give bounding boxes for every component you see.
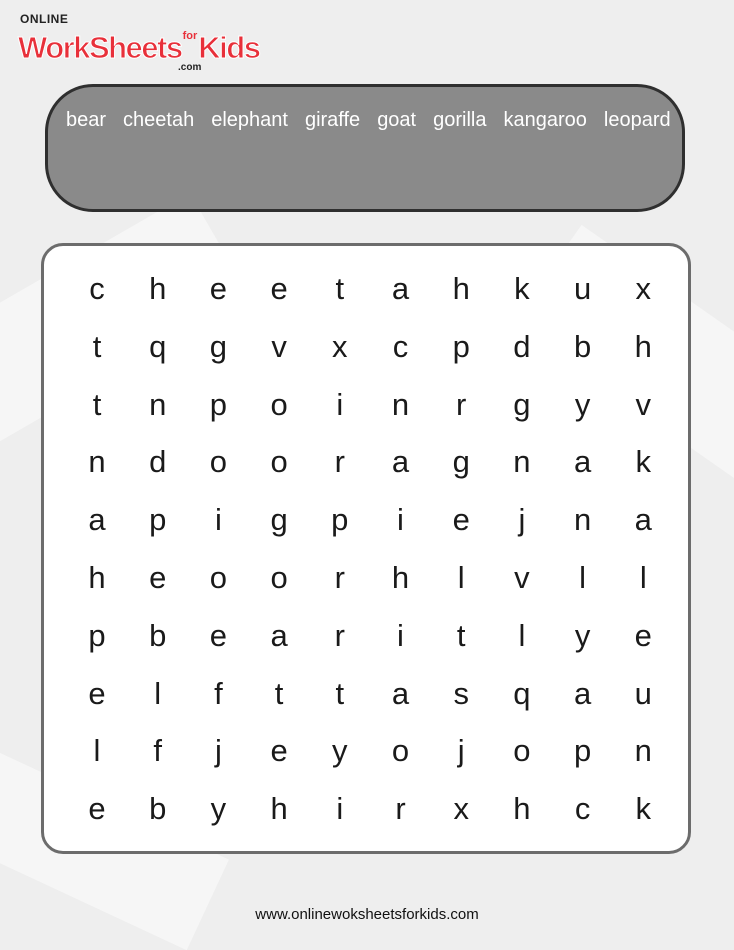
grid-cell[interactable]: q xyxy=(149,328,167,364)
word-bank-item: goat xyxy=(377,109,417,131)
grid-cell[interactable]: e xyxy=(452,502,470,538)
grid-cell[interactable]: s xyxy=(453,675,469,711)
grid-cell[interactable]: e xyxy=(634,617,652,653)
grid-cell[interactable]: y xyxy=(210,791,227,827)
grid-cell[interactable]: f xyxy=(153,733,162,769)
grid-cell[interactable]: t xyxy=(92,328,102,364)
grid-cell[interactable]: i xyxy=(336,791,344,827)
grid-cell[interactable]: j xyxy=(457,733,465,769)
grid-cell[interactable]: u xyxy=(573,271,592,306)
logo-brand xyxy=(18,30,259,66)
grid-cell[interactable]: l xyxy=(518,617,526,653)
grid-cell[interactable]: a xyxy=(634,502,652,538)
grid-cell[interactable]: e xyxy=(149,560,167,595)
logo-brand-left: WorkSheets xyxy=(18,30,182,65)
grid-cell[interactable]: c xyxy=(392,328,409,364)
grid-cell[interactable]: f xyxy=(214,675,223,711)
grid-cell[interactable]: e xyxy=(270,733,288,769)
grid-cell[interactable]: h xyxy=(88,560,106,595)
grid-cell[interactable]: e xyxy=(270,271,288,306)
grid-cell[interactable]: u xyxy=(634,675,652,711)
word-bank-item: kangaroo xyxy=(503,109,587,131)
grid-cell[interactable]: p xyxy=(149,502,167,538)
grid-cell[interactable]: l xyxy=(93,733,101,769)
word-bank-item: leopard xyxy=(603,109,671,131)
grid-cell[interactable]: o xyxy=(209,560,228,595)
logo-domain: .com xyxy=(178,62,202,73)
grid-cell[interactable]: h xyxy=(513,791,531,827)
grid-cell[interactable]: e xyxy=(88,791,106,827)
grid-cell[interactable]: h xyxy=(391,560,410,595)
grid-cell[interactable]: a xyxy=(391,271,410,306)
grid-cell[interactable]: n xyxy=(513,444,531,480)
grid-cell[interactable]: p xyxy=(209,386,228,422)
grid-cell[interactable]: r xyxy=(456,386,467,422)
grid-cell[interactable]: k xyxy=(635,444,652,480)
grid-cell[interactable]: p xyxy=(331,502,349,538)
grid-cell[interactable]: d xyxy=(149,444,167,480)
word-bank-item: elephant xyxy=(211,109,288,131)
word-bank-item: bear xyxy=(66,109,107,131)
word-bank xyxy=(45,84,685,212)
footer-url[interactable]: www.onlinewoksheetsforkids.com xyxy=(255,906,479,923)
grid-cell[interactable]: r xyxy=(334,444,345,480)
logo-brand-for: for xyxy=(182,30,198,42)
grid-cell[interactable]: d xyxy=(513,328,531,364)
grid-cell[interactable]: v xyxy=(514,560,530,595)
grid-cell[interactable]: a xyxy=(88,502,106,538)
grid-cell[interactable]: x xyxy=(332,328,348,364)
grid-cell[interactable]: i xyxy=(336,386,344,422)
grid-cell[interactable]: b xyxy=(573,328,592,364)
grid-cell[interactable]: j xyxy=(214,733,222,769)
grid-cell[interactable]: t xyxy=(274,675,284,711)
grid-cell[interactable]: h xyxy=(270,791,288,827)
letter-grid xyxy=(41,243,691,854)
word-list xyxy=(66,105,676,135)
grid-cell[interactable]: a xyxy=(270,617,288,653)
word-bank-item: giraffe xyxy=(304,109,361,131)
grid-cell[interactable]: i xyxy=(214,502,222,538)
grid-cell[interactable]: v xyxy=(635,386,652,422)
logo-brand-right: Kids xyxy=(198,30,260,65)
grid-cell[interactable]: o xyxy=(270,444,288,480)
grid-cell[interactable]: y xyxy=(574,386,591,422)
grid-cell[interactable]: h xyxy=(452,271,470,306)
grid-cell[interactable]: n xyxy=(634,733,652,769)
grid-cell[interactable]: q xyxy=(513,675,531,711)
grid-cell[interactable]: x xyxy=(635,271,652,306)
grid-cell[interactable]: g xyxy=(270,502,288,538)
grid-cell[interactable]: e xyxy=(209,617,228,653)
grid-cell[interactable]: j xyxy=(518,502,526,538)
grid-cell[interactable]: h xyxy=(634,328,652,364)
grid-cell[interactable]: a xyxy=(573,675,592,711)
grid-cell[interactable]: o xyxy=(270,386,288,422)
grid-cell[interactable]: p xyxy=(452,328,470,364)
grid-cell[interactable]: x xyxy=(453,791,469,827)
grid-cell[interactable]: c xyxy=(574,791,591,827)
grid-cell[interactable]: l xyxy=(579,560,587,595)
grid-cell[interactable]: y xyxy=(574,617,591,653)
grid-cell[interactable]: t xyxy=(335,675,345,711)
grid-cell[interactable]: o xyxy=(513,733,531,769)
grid-cell[interactable]: e xyxy=(88,675,106,711)
grid-cell[interactable]: n xyxy=(88,444,106,480)
grid-cell[interactable]: b xyxy=(149,791,167,827)
grid-cell[interactable]: t xyxy=(456,617,466,653)
grid-cell[interactable]: o xyxy=(270,560,288,595)
grid-cell[interactable]: a xyxy=(573,444,592,480)
logo-online-text: ONLINE xyxy=(20,12,69,26)
grid-cell[interactable]: n xyxy=(391,386,410,422)
grid-cell[interactable]: i xyxy=(397,502,404,538)
grid-cell[interactable]: h xyxy=(149,271,167,306)
grid-cell[interactable]: k xyxy=(635,791,652,827)
grid-cell[interactable]: g xyxy=(452,444,470,480)
grid-cell[interactable]: a xyxy=(391,444,410,480)
grid-cell[interactable]: p xyxy=(573,733,592,769)
grid-cell[interactable]: t xyxy=(92,386,102,422)
grid-cell[interactable]: y xyxy=(332,733,348,769)
word-bank-item: cheetah xyxy=(123,109,195,131)
grid-cell[interactable]: n xyxy=(573,502,592,538)
grid-cell[interactable]: g xyxy=(513,386,531,422)
grid-cell[interactable]: i xyxy=(397,617,404,653)
grid-cell[interactable]: a xyxy=(391,675,410,711)
grid-cell[interactable]: p xyxy=(88,617,106,653)
grid-cell[interactable]: l xyxy=(639,560,647,595)
grid-cell[interactable]: l xyxy=(457,560,465,595)
grid-cell[interactable]: t xyxy=(335,271,345,306)
grid-cell[interactable]: e xyxy=(209,271,228,306)
grid-cell[interactable]: r xyxy=(334,617,345,653)
grid-cell[interactable]: v xyxy=(271,328,287,364)
grid-cell[interactable]: n xyxy=(149,386,167,422)
word-bank-item: gorilla xyxy=(433,109,487,131)
grid-cell[interactable]: o xyxy=(391,733,410,769)
grid-cell[interactable]: g xyxy=(209,328,228,364)
grid-cell[interactable]: c xyxy=(89,271,105,306)
grid-cell[interactable]: l xyxy=(154,675,162,711)
grid-cell[interactable]: r xyxy=(395,791,406,827)
grid-cell[interactable]: k xyxy=(514,271,530,306)
grid-cell[interactable]: r xyxy=(334,560,345,595)
grid-cell[interactable]: b xyxy=(149,617,167,653)
grid-cell[interactable]: o xyxy=(209,444,228,480)
site-logo[interactable] xyxy=(18,12,260,74)
